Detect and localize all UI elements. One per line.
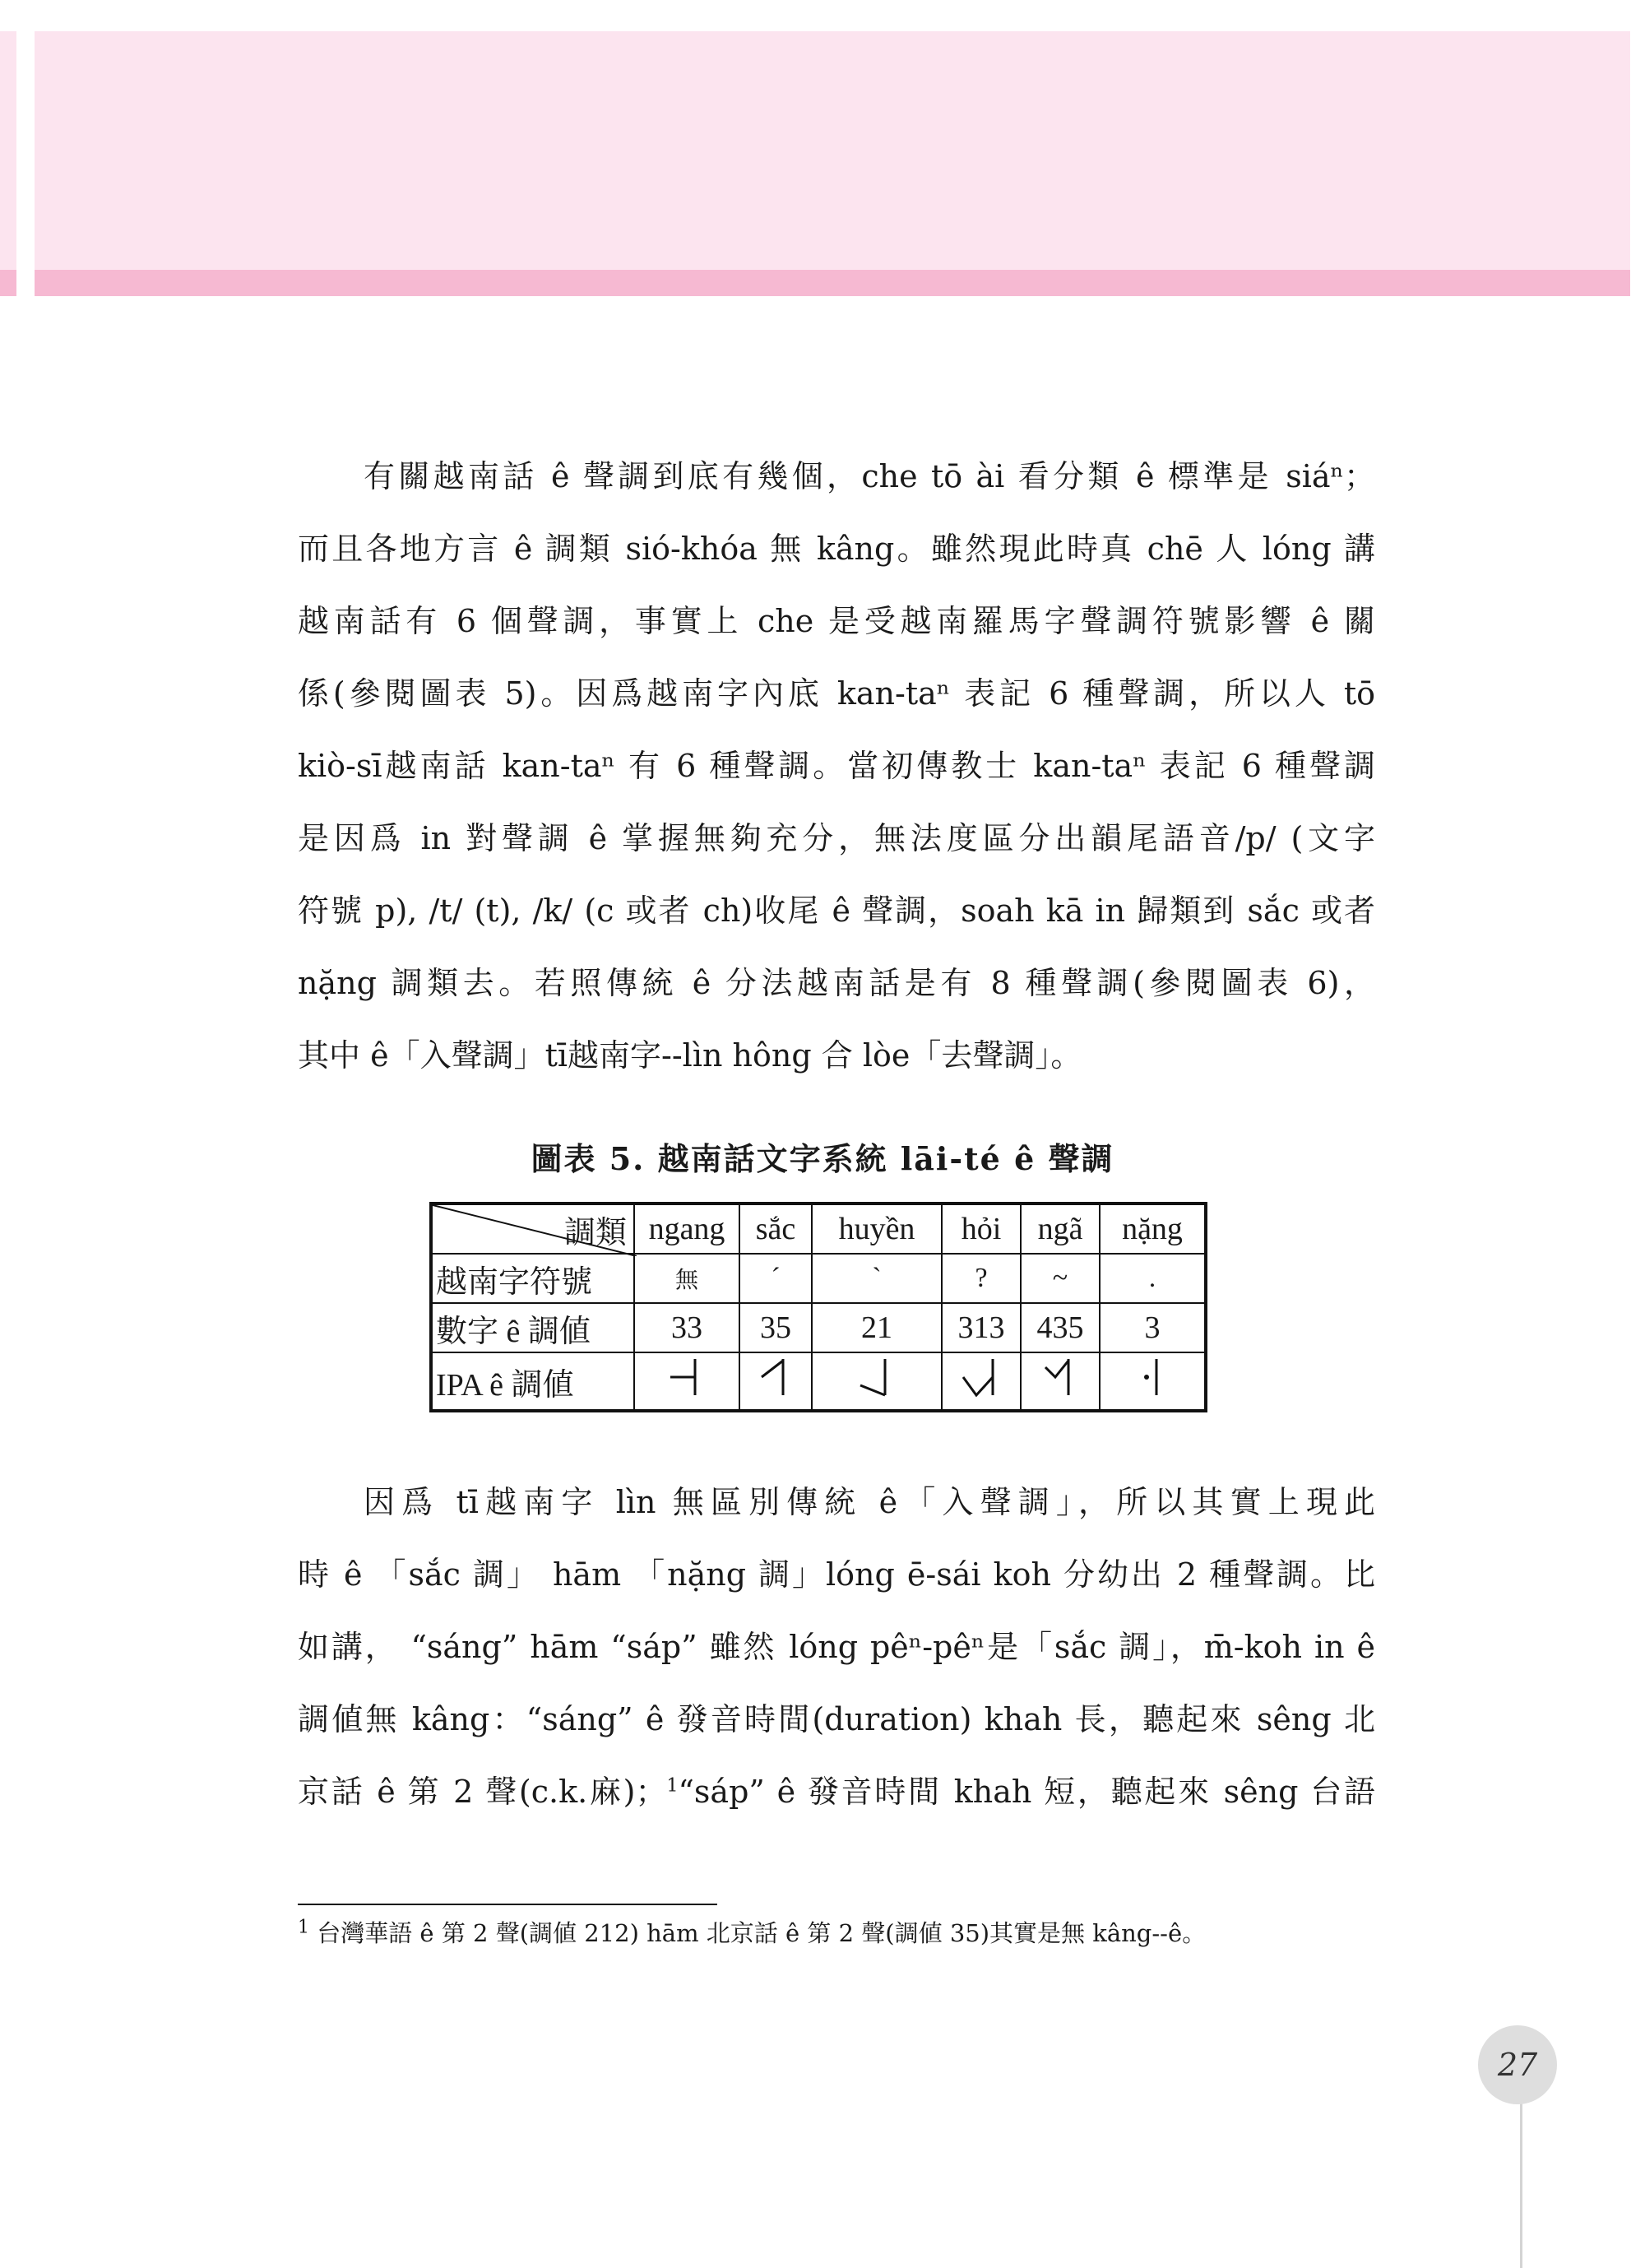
- row-header: 數字 ê 調値: [431, 1303, 634, 1352]
- paragraph-1-line: 其中 ê「入聲調」tī越南字--lìn hông 合 lòe「去聲調」。: [298, 1037, 1082, 1074]
- header-panel: [35, 31, 1630, 270]
- footnote: [298, 1917, 1206, 1950]
- column-header: huyền: [812, 1204, 942, 1254]
- table-header-row: [431, 1204, 1206, 1254]
- paragraph-2-line: 時 ê 「sắc 調」 hām 「nặng 調」lóng ē-sái koh 分幼出 2 種聲調。比: [298, 1556, 1375, 1593]
- paragraph-2-line: 因爲 tī越南字 lìn 無區別傳統 ê「入聲調」，所以其實上現此: [364, 1484, 1375, 1520]
- row-header: 越南字符號: [431, 1254, 634, 1303]
- footnote-rule: [298, 1904, 717, 1905]
- ipa-tone-mark: [1021, 1352, 1100, 1411]
- table-cell: ˊ: [739, 1254, 812, 1303]
- paragraph-2: [298, 1466, 1375, 1828]
- page-number: 27: [1478, 2025, 1557, 2104]
- table-cell: 33: [634, 1303, 739, 1352]
- column-header: sắc: [739, 1204, 812, 1254]
- paragraph-1-line: 符號 p), /t/ (t), /k/ (c 或者 ch)收尾 ê 聲調，soah kā in 歸類到 sắc 或者: [298, 893, 1375, 929]
- paragraph-2-line: 如講， “sáng” hām “sáp” 雖然 lóng pêⁿ-pêⁿ是「sắc 調」，m̄-koh in ê: [298, 1629, 1375, 1665]
- page-number-line: [1520, 2081, 1522, 2268]
- table-cell: 無: [634, 1254, 739, 1303]
- table-cell: 3: [1100, 1303, 1206, 1352]
- paragraph-1-line: 越南話有 6 個聲調，事實上 che 是受越南羅馬字聲調符號影響 ê 關: [298, 603, 1375, 639]
- header-band: [35, 270, 1630, 296]
- paragraph-1-line: kiò-sī越南話 kan-taⁿ 有 6 種聲調。當初傳教士 kan-taⁿ 表記 6 種聲調: [298, 748, 1375, 784]
- table-row: [431, 1303, 1206, 1352]
- paragraph-1-line: 是因爲 in 對聲調 ê 掌握無夠充分，無法度區分出韻尾語音/p/ (文字: [298, 820, 1375, 856]
- column-header: hỏi: [942, 1204, 1021, 1254]
- table-cell: .: [1100, 1254, 1206, 1303]
- table-cell: 435: [1021, 1303, 1100, 1352]
- header-left-band: [0, 270, 16, 296]
- paragraph-1-line: nặng 調類去。若照傳統 ê 分法越南話是有 8 種聲調(參閱圖表 6)，: [298, 965, 1375, 1001]
- tone-table: [429, 1202, 1207, 1412]
- ipa-tone-mark: [812, 1352, 942, 1411]
- table-cell: ?: [942, 1254, 1021, 1303]
- table-cell: ~: [1021, 1254, 1100, 1303]
- paragraph-1: [298, 440, 1375, 1092]
- paragraph-2-line-end: “sáp” ê 發音時間 khah 短，聽起來 sêng 台語: [678, 1774, 1375, 1810]
- table-row: [431, 1254, 1206, 1303]
- paragraph-1-line: 係(參閱圖表 5)。因爲越南字內底 kan-taⁿ 表記 6 種聲調，所以人 tō: [298, 675, 1375, 712]
- header-left-strip: [0, 31, 16, 296]
- paragraph-1-line: 有關越南話 ê 聲調到底有幾個，che tō ài 看分類 ê 標準是 siáⁿ；: [364, 458, 1375, 494]
- footnote-text: 台灣華語 ê 第 2 聲(調値 212) hām 北京話 ê 第 2 聲(調値 35)其實是無 kâng--ê。: [317, 1919, 1207, 1947]
- column-header: nặng: [1100, 1204, 1206, 1254]
- ipa-tone-mark: [739, 1352, 812, 1411]
- row-header: IPA ê 調値: [431, 1352, 634, 1411]
- corner-label: 調類: [563, 1215, 627, 1250]
- table-caption: 圖表 5. 越南話文字系統 lāi-té ê 聲調: [531, 1140, 1114, 1177]
- table-cell: ˋ: [812, 1254, 942, 1303]
- footnote-marker: 1: [298, 1917, 309, 1938]
- footnote-ref[interactable]: 1: [666, 1775, 679, 1797]
- table-cell: 313: [942, 1303, 1021, 1352]
- paragraph-2-line: [298, 1755, 1375, 1828]
- column-header: ngang: [634, 1204, 739, 1254]
- table-row: [431, 1352, 1206, 1411]
- paragraph-2-line: 調値無 kâng：“sáng” ê 發音時間(duration) khah 長，聽起來 sêng 北: [298, 1701, 1375, 1737]
- paragraph-1-line: 而且各地方言 ê 調類 sió-khóa 無 kâng。雖然現此時真 chē 人 lóng 講: [298, 531, 1375, 567]
- paragraph-2-line-start: 京話 ê 第 2 聲(c.k.麻)；: [298, 1774, 667, 1810]
- column-header: ngã: [1021, 1204, 1100, 1254]
- ipa-tone-mark: [942, 1352, 1021, 1411]
- ipa-tone-mark: [1100, 1352, 1206, 1411]
- table-cell: 21: [812, 1303, 942, 1352]
- table-corner-cell: [431, 1204, 634, 1254]
- ipa-tone-mark: [634, 1352, 739, 1411]
- table-cell: 35: [739, 1303, 812, 1352]
